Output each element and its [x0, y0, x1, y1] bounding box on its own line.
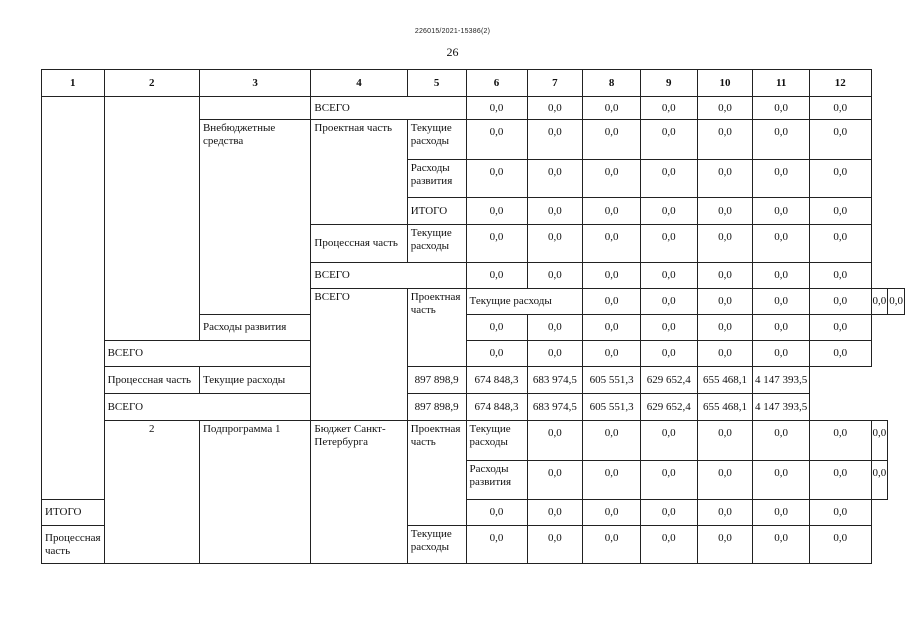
source-cell: Бюджет Санкт-Петербурга [311, 421, 407, 564]
part-cell: Проектная часть [407, 421, 466, 526]
value-cell: 0,0 [466, 315, 527, 341]
table-row [42, 367, 905, 394]
value-cell: 0,0 [583, 341, 641, 367]
column-header: 5 [407, 70, 466, 97]
value-cell: 0,0 [640, 500, 697, 526]
expense-type-cell: Текущие расходы [407, 120, 466, 160]
table-row [42, 394, 905, 421]
value-cell: 0,0 [527, 198, 583, 225]
value-cell: 0,0 [753, 341, 810, 367]
value-cell: 0,0 [466, 198, 527, 225]
table-row [42, 421, 905, 461]
source-cell: Внебюджетные средства [199, 120, 310, 315]
value-cell: 0,0 [583, 225, 641, 263]
value-cell: 0,0 [697, 341, 753, 367]
expense-type-cell: Текущие расходы [407, 225, 466, 263]
value-cell: 0,0 [810, 289, 872, 315]
value-cell: 0,0 [810, 500, 872, 526]
program-cell: Подпрограмма 1 [199, 421, 310, 564]
column-header: 6 [466, 70, 527, 97]
value-cell: 655 468,1 [697, 367, 753, 394]
value-cell: 0,0 [640, 421, 697, 461]
program-cell [104, 97, 199, 341]
value-cell: 674 848,3 [466, 367, 527, 394]
value-cell: 0,0 [753, 225, 810, 263]
value-cell: 0,0 [527, 500, 583, 526]
expense-type-cell: Текущие расходы [199, 367, 407, 394]
value-cell: 0,0 [753, 263, 810, 289]
value-cell: 0,0 [753, 160, 810, 198]
value-cell: 0,0 [871, 421, 888, 461]
source-cell: Проектная часть [407, 289, 466, 367]
value-cell: 0,0 [527, 315, 583, 341]
value-cell: 0,0 [527, 225, 583, 263]
total-label: ВСЕГО [311, 97, 466, 120]
value-cell: 0,0 [753, 461, 810, 500]
expense-type-cell: Текущие расходы [466, 421, 527, 461]
column-header: 11 [753, 70, 810, 97]
source-cell [199, 97, 310, 120]
total-label: ВСЕГО [311, 263, 466, 289]
value-cell: 0,0 [871, 461, 888, 500]
value-cell: 683 974,5 [527, 394, 583, 421]
budget-table [41, 69, 905, 564]
column-header: 4 [311, 70, 407, 97]
value-cell: 0,0 [583, 198, 641, 225]
value-cell: 655 468,1 [697, 394, 753, 421]
value-cell: 0,0 [753, 97, 810, 120]
value-cell: 0,0 [527, 421, 583, 461]
value-cell: 0,0 [640, 225, 697, 263]
part-cell: Процессная часть [42, 526, 105, 564]
value-cell: 0,0 [466, 526, 527, 564]
value-cell: 0,0 [810, 120, 872, 160]
expense-type-cell: Текущие расходы [407, 526, 466, 564]
value-cell: 0,0 [640, 461, 697, 500]
value-cell: 0,0 [888, 289, 905, 315]
value-cell: 0,0 [810, 225, 872, 263]
value-cell: 0,0 [640, 198, 697, 225]
value-cell: 0,0 [466, 160, 527, 198]
column-header: 9 [640, 70, 697, 97]
page-number: 26 [446, 45, 459, 59]
expense-type-cell: Расходы развития [466, 461, 527, 500]
value-cell: 0,0 [640, 315, 697, 341]
column-header: 1 [42, 70, 105, 97]
value-cell: 0,0 [753, 526, 810, 564]
column-header: 2 [104, 70, 199, 97]
total-label: ВСЕГО [104, 341, 311, 367]
value-cell: 0,0 [527, 461, 583, 500]
value-cell: 0,0 [810, 341, 872, 367]
value-cell: 0,0 [527, 526, 583, 564]
value-cell: 0,0 [640, 97, 697, 120]
value-cell: 0,0 [810, 421, 872, 461]
source-cell: Процессная часть [104, 367, 199, 394]
value-cell: 0,0 [583, 315, 641, 341]
value-cell: 0,0 [466, 263, 527, 289]
expense-type-cell: Расходы развития [407, 160, 466, 198]
part-cell: Проектная часть [311, 120, 407, 225]
column-header: 8 [583, 70, 641, 97]
value-cell: 0,0 [697, 120, 753, 160]
value-cell: 0,0 [810, 461, 872, 500]
value-cell: 0,0 [753, 198, 810, 225]
value-cell: 0,0 [466, 225, 527, 263]
value-cell: 0,0 [697, 160, 753, 198]
value-cell: 0,0 [640, 526, 697, 564]
value-cell: 0,0 [583, 500, 641, 526]
value-cell: 0,0 [697, 461, 753, 500]
value-cell: 0,0 [583, 526, 641, 564]
value-cell: 0,0 [527, 97, 583, 120]
value-cell: 0,0 [583, 160, 641, 198]
value-cell: 0,0 [810, 315, 872, 341]
value-cell: 0,0 [640, 341, 697, 367]
value-cell: 0,0 [810, 97, 872, 120]
value-cell: 0,0 [697, 500, 753, 526]
value-cell: 0,0 [466, 500, 527, 526]
value-cell: 0,0 [697, 526, 753, 564]
value-cell: 0,0 [527, 160, 583, 198]
table-row [42, 97, 905, 120]
value-cell: 0,0 [810, 526, 872, 564]
value-cell: 0,0 [753, 421, 810, 461]
value-cell: 674 848,3 [466, 394, 527, 421]
expense-type-cell: Расходы развития [199, 315, 407, 341]
value-cell: 629 652,4 [640, 394, 697, 421]
value-cell: 629 652,4 [640, 367, 697, 394]
expense-type-cell: Текущие расходы [466, 289, 583, 315]
value-cell: 0,0 [640, 289, 697, 315]
value-cell: 0,0 [810, 198, 872, 225]
value-cell: 0,0 [527, 341, 583, 367]
value-cell: 605 551,3 [583, 367, 641, 394]
row-number-cell [42, 97, 105, 500]
value-cell: 0,0 [697, 225, 753, 263]
value-cell: 0,0 [527, 120, 583, 160]
value-cell: 897 898,9 [407, 367, 466, 394]
value-cell: 683 974,5 [527, 367, 583, 394]
value-cell: 0,0 [697, 289, 753, 315]
value-cell: 0,0 [697, 97, 753, 120]
table-row [42, 341, 905, 367]
value-cell: 0,0 [466, 120, 527, 160]
value-cell: 0,0 [753, 315, 810, 341]
header-row [42, 70, 905, 97]
document-id: 226015/2021-15386(2) [414, 28, 491, 35]
value-cell: 0,0 [527, 263, 583, 289]
column-header: 7 [527, 70, 583, 97]
value-cell: 0,0 [697, 198, 753, 225]
value-cell: 0,0 [583, 120, 641, 160]
value-cell: 0,0 [753, 120, 810, 160]
value-cell: 605 551,3 [583, 394, 641, 421]
column-header: 12 [810, 70, 872, 97]
value-cell: 0,0 [697, 315, 753, 341]
row-number-cell: 2 [104, 421, 199, 564]
value-cell: 0,0 [583, 97, 641, 120]
value-cell: 0,0 [466, 97, 527, 120]
value-cell: 0,0 [583, 421, 641, 461]
value-cell: 0,0 [810, 160, 872, 198]
value-cell: 0,0 [583, 461, 641, 500]
total-label: ВСЕГО [104, 394, 407, 421]
subtotal-label: ИТОГО [42, 500, 105, 526]
value-cell: 0,0 [583, 289, 641, 315]
value-cell: 0,0 [697, 421, 753, 461]
value-cell: 0,0 [697, 263, 753, 289]
value-cell: 4 147 393,5 [753, 394, 810, 421]
subtotal-label: ИТОГО [407, 198, 466, 225]
column-header: 3 [199, 70, 310, 97]
value-cell: 0,0 [583, 263, 641, 289]
value-cell: 0,0 [753, 500, 810, 526]
value-cell: 0,0 [810, 263, 872, 289]
value-cell: 0,0 [753, 289, 810, 315]
value-cell: 4 147 393,5 [753, 367, 810, 394]
value-cell: 0,0 [640, 263, 697, 289]
value-cell: 897 898,9 [407, 394, 466, 421]
value-cell: 0,0 [466, 341, 527, 367]
part-cell: Процессная часть [311, 225, 407, 263]
column-header: 10 [697, 70, 753, 97]
program-cell: ВСЕГО [311, 289, 407, 421]
value-cell: 0,0 [640, 160, 697, 198]
value-cell: 0,0 [640, 120, 697, 160]
value-cell: 0,0 [871, 289, 888, 315]
